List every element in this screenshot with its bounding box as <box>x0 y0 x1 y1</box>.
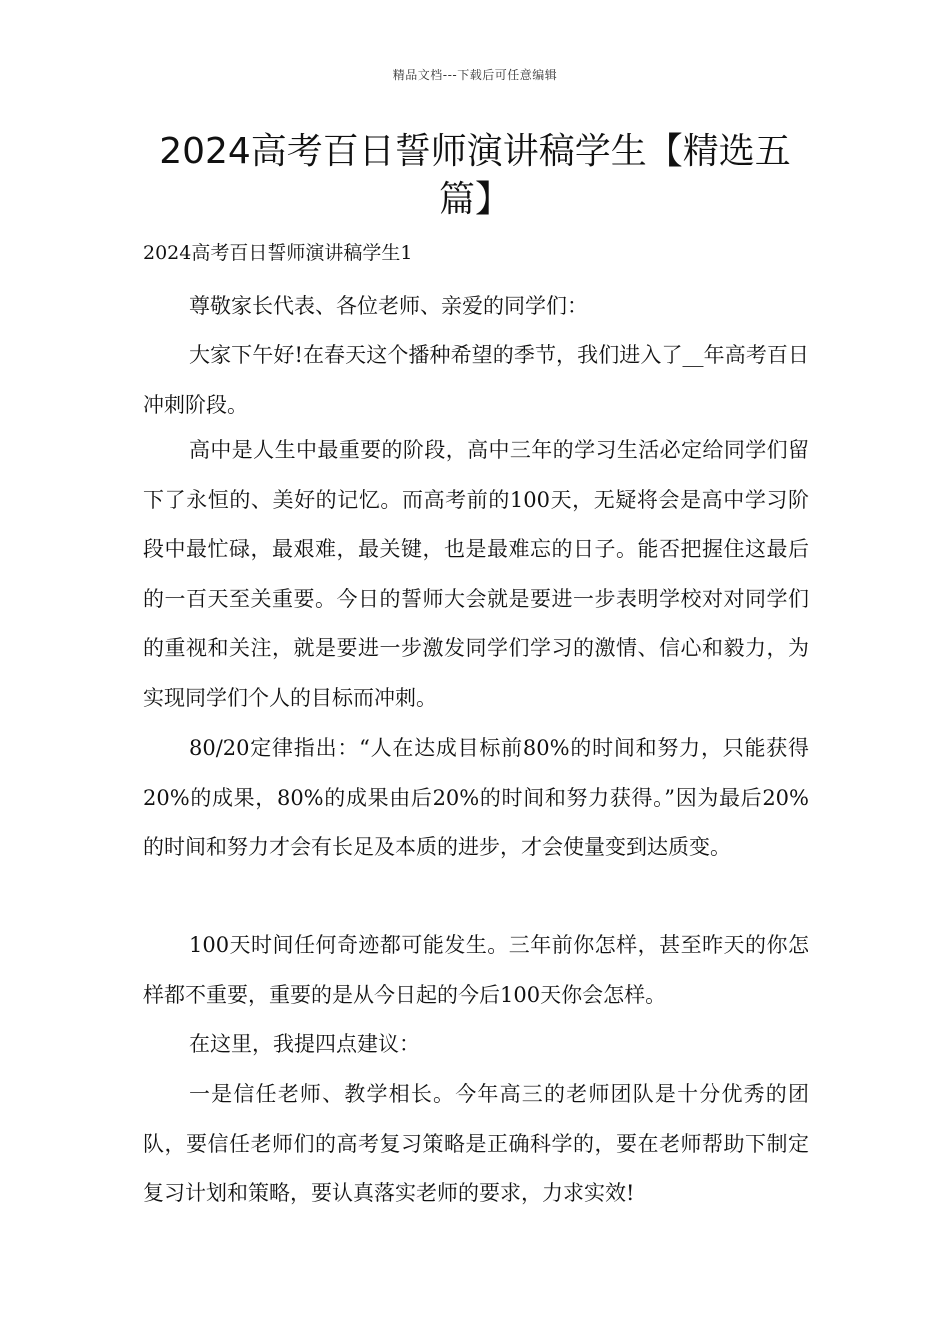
paragraph-high-school: 高中是人生中最重要的阶段，高中三年的学习生活必定给同学们留下了永恒的、美好的记忆。而高考前的100天，无疑将会是高中学习阶段中最忙碌，最艰难，最关键，也是最难忘的日子。能否把握住这最后的一百天至关重要。今日的誓师大会就是要进一步表明学校对对同学们的重视和关注，就是要进一步激发同学们学习的激情、信心和毅力，为实现同学们个人的目标而冲刺。 <box>143 438 809 710</box>
header-note: 精品文档---下载后可任意编辑 <box>392 68 558 82</box>
section-heading: 2024高考百日誓师演讲稿学生1 <box>143 242 413 264</box>
document-title: 2024高考百日誓师演讲稿学生【精选五篇】 <box>159 131 791 220</box>
paragraph-80-20-rule: 80/20定律指出：“人在达成目标前80%的时间和努力，只能获得20%的成果，80%的成果由后20%的时间和努力获得。”因为最后20%的时间和努力才会有长足及本质的进步，才会使量变到达质变。 <box>143 736 809 859</box>
paragraph-100-days: 100天时间任何奇迹都可能发生。三年前你怎样，甚至昨天的你怎样都不重要，重要的是从今日起的今后100天你会怎样。 <box>143 933 809 1007</box>
paragraph-greeting: 尊敬家长代表、各位老师、亲爱的同学们： <box>189 294 588 318</box>
paragraph-suggestion-one: 一是信任老师、教学相长。今年高三的老师团队是十分优秀的团队，要信任老师们的高考复习策略是正确科学的，要在老师帮助下制定复习计划和策略，要认真落实老师的要求，力求实效! <box>143 1082 809 1205</box>
paragraph-suggestions-intro: 在这里，我提四点建议： <box>189 1032 420 1056</box>
paragraph-opening: 大家下午好!在春天这个播种希望的季节，我们进入了__年高考百日冲刺阶段。 <box>143 343 809 417</box>
